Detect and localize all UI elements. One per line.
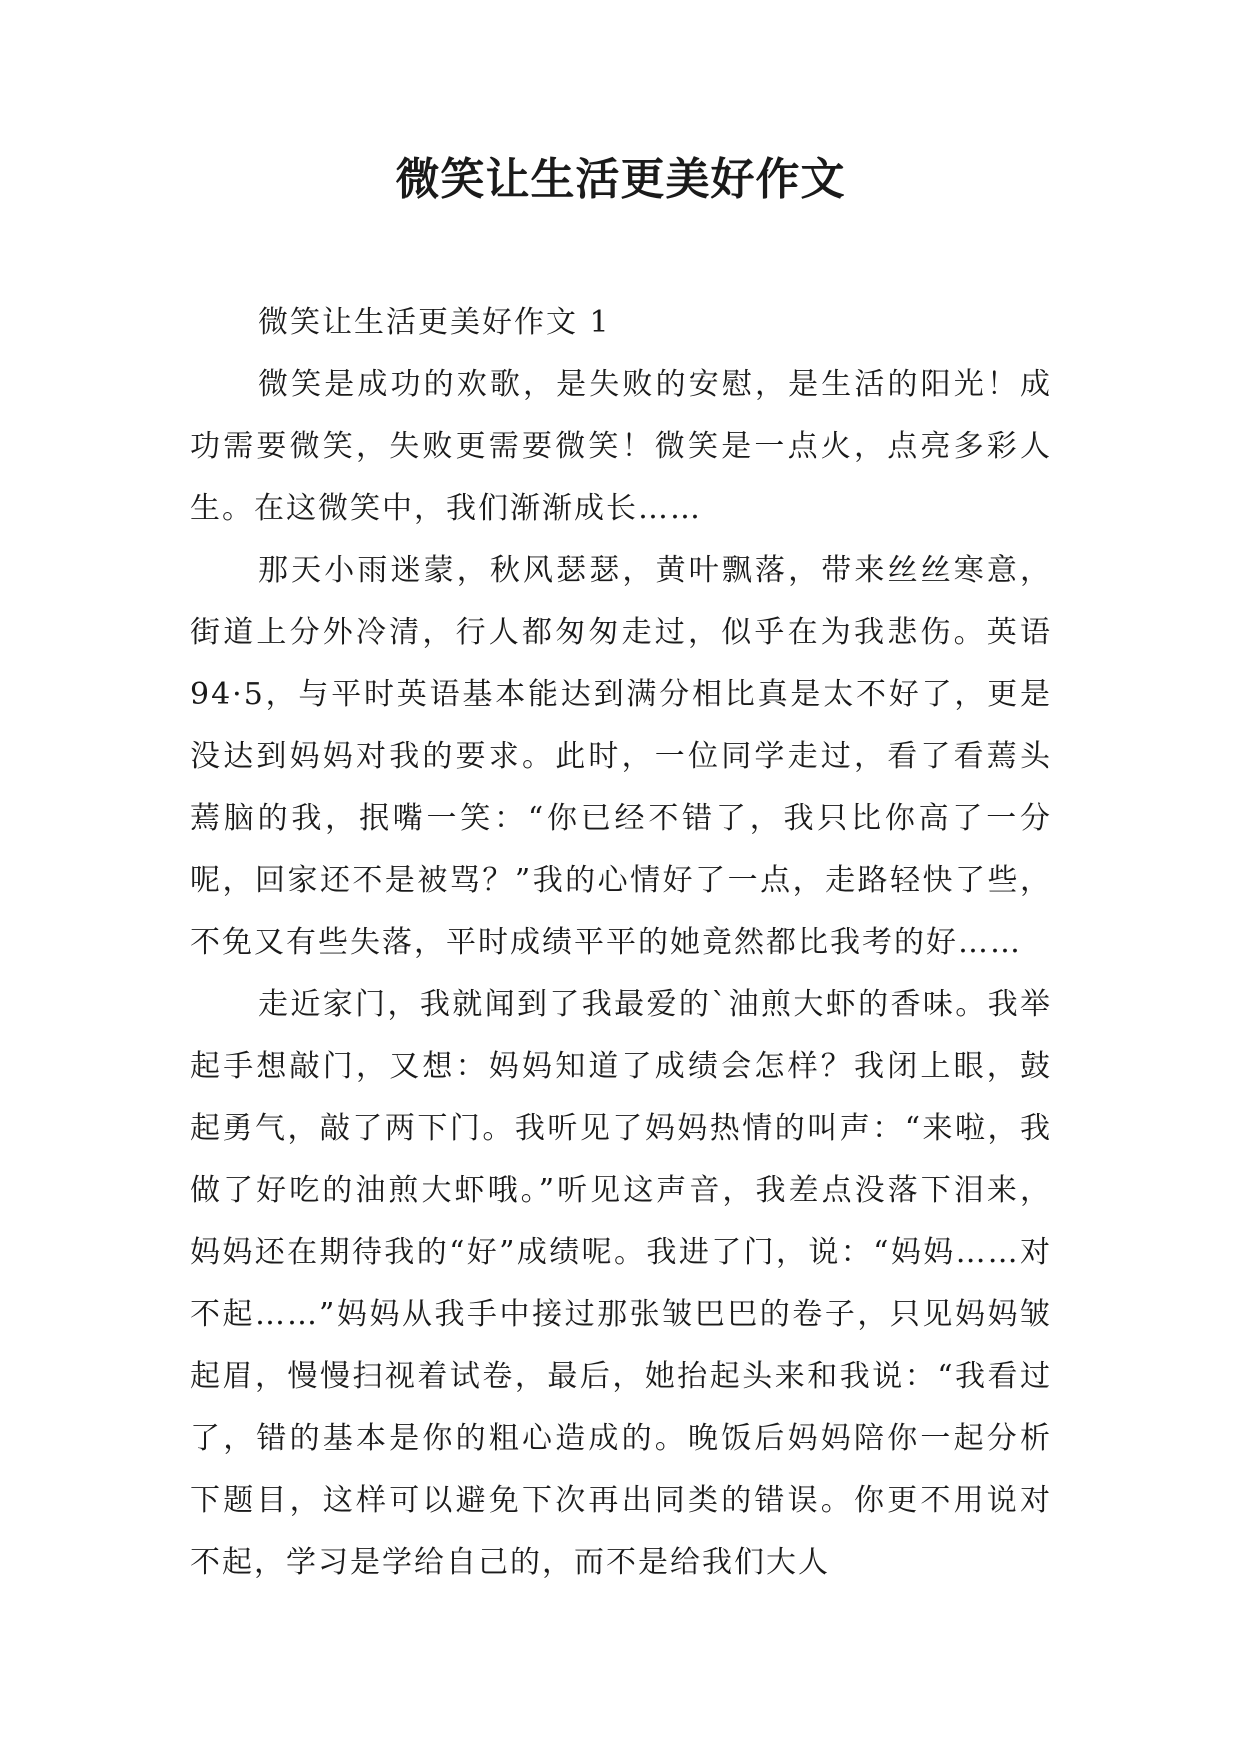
section-heading: 微笑让生活更美好作文 1 — [258, 305, 611, 340]
paragraph: 走近家门，我就闻到了我最爱的`油煎大虾的香味。我举起手想敲门，又想：妈妈知道了成绩会怎样？我闭上眼，鼓起勇气，敲了两下门。我听见了妈妈热情的叫声：“来啦，我做了好吃的油煎大虾哦。”听见这声音，我差点没落下泪来，妈妈还在期待我的“好”成绩呢。我进了门，说：“妈妈……对不起……”妈妈从我手中接过那张皱巴巴的卷子，只见妈妈皱起眉，慢慢扫视着试卷，最后，她抬起头来和我说：“我看过了，错的基本是你的粗心造成的。晚饭后妈妈陪你一起分析下题目，这样可以避免下次再出同类的错误。你更不用说对不起，学习是学给自己的，而不是给我们大人 — [190, 987, 1052, 1580]
document-body — [190, 292, 1052, 1594]
paragraph: 那天小雨迷蒙，秋风瑟瑟，黄叶飘落，带来丝丝寒意，街道上分外冷清，行人都匆匆走过，似乎在为我悲伤。英语 94·5，与平时英语基本能达到满分相比真是太不好了，更是没达到妈妈对我的要求。此时，一位同学走过，看了看蔫头蔫脑的我，抿嘴一笑：“你已经不错了，我只比你高了一分呢，回家还不是被骂？”我的心情好了一点，走路轻快了些，不免又有些失落，平时成绩平平的她竟然都比我考的好…… — [190, 553, 1052, 960]
paragraph: 微笑是成功的欢歌，是失败的安慰，是生活的阳光！成功需要微笑，失败更需要微笑！微笑是一点火，点亮多彩人生。在这微笑中，我们渐渐成长…… — [190, 367, 1052, 526]
document-title: 微笑让生活更美好作文 — [395, 154, 846, 205]
